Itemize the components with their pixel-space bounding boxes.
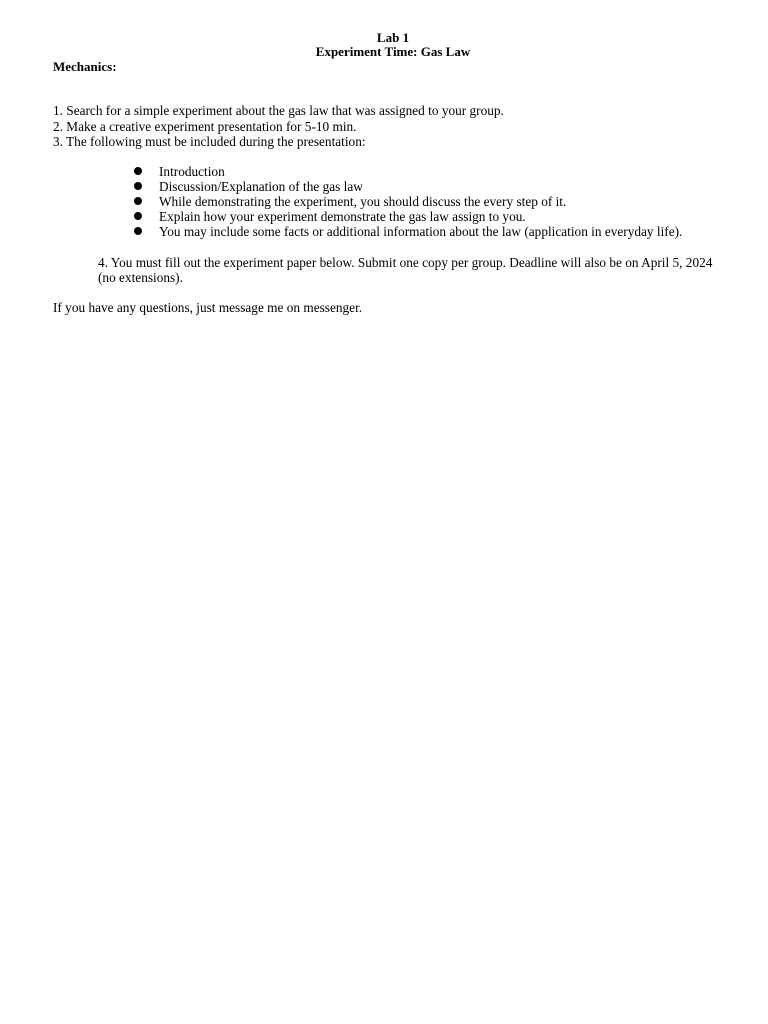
- section-heading: Mechanics:: [53, 59, 117, 74]
- list-item: [130, 209, 730, 224]
- bullet-icon: [134, 167, 142, 175]
- list-item-text: Introduction: [159, 164, 225, 179]
- bullet-icon: [134, 212, 142, 220]
- list-item: [130, 194, 730, 209]
- closing-note: If you have any questions, just message me on messenger.: [53, 300, 363, 315]
- step-3: 3. The following must be included during the presentation:: [53, 134, 366, 149]
- step-1: 1. Search for a simple experiment about the gas law that was assigned to your group.: [53, 103, 504, 118]
- step-4: 4. You must fill out the experiment paper below. Submit one copy per group. Deadline will also be on April 5, 2024 (no extensions).: [98, 255, 713, 285]
- list-item-text: Discussion/Explanation of the gas law: [159, 179, 363, 194]
- document-title: Lab 1: [376, 30, 410, 45]
- list-item-text: Explain how your experiment demonstrate the gas law assign to you.: [159, 209, 526, 224]
- bullet-icon: [134, 227, 142, 235]
- list-item-text: While demonstrating the experiment, you should discuss the every step of it.: [159, 194, 567, 209]
- bullet-icon: [134, 182, 142, 190]
- bullet-icon: [134, 197, 142, 205]
- list-item: [130, 224, 730, 239]
- document-subtitle: Experiment Time: Gas Law: [315, 44, 471, 59]
- step-2: 2. Make a creative experiment presentation for 5-10 min.: [53, 119, 357, 134]
- list-item-text: You may include some facts or additional information about the law (application in everyday life).: [159, 224, 683, 239]
- list-item: [130, 164, 730, 179]
- presentation-requirements-list: [130, 164, 730, 239]
- list-item: [130, 179, 730, 194]
